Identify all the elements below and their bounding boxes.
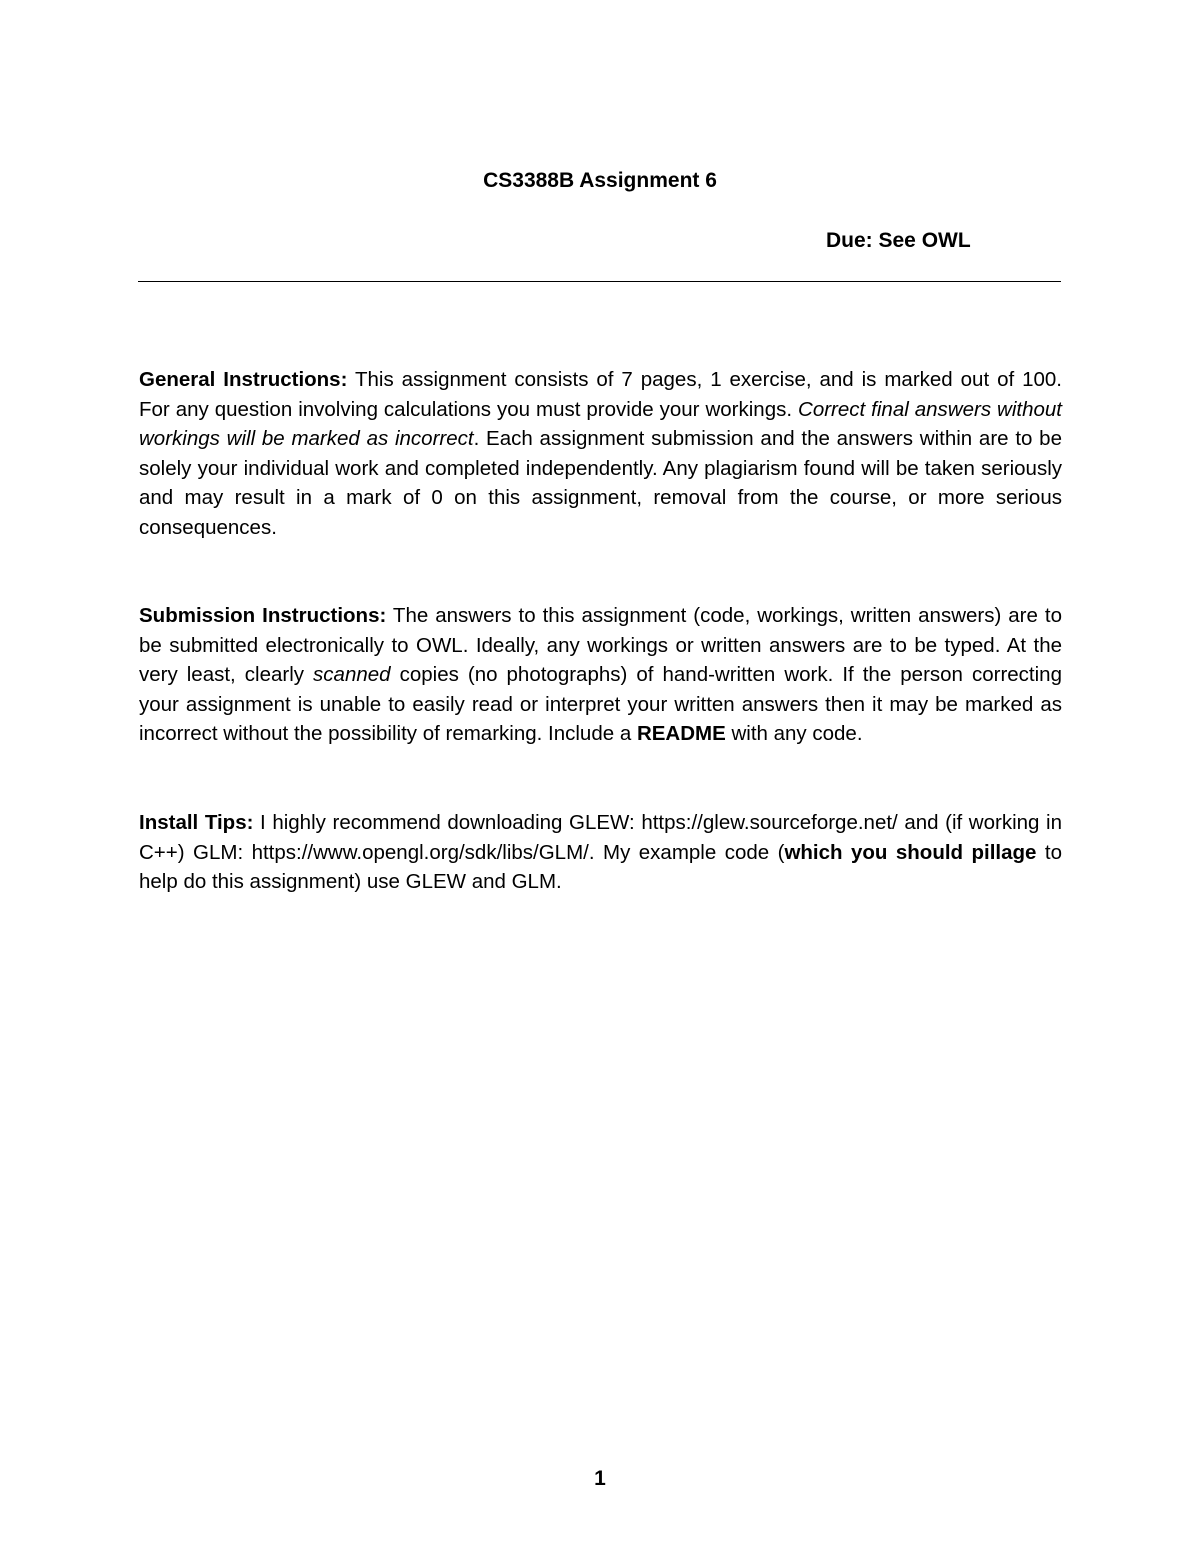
install-tips-text-1: I highly recommend downloading GLEW: https://glew.sourceforge.net/ and (if working in C++) GLM: https://www.opengl.org/sdk/libs/GLM/. My example code ( [139, 811, 1062, 864]
header-divider [138, 281, 1061, 282]
general-instructions-label: General Instructions: [139, 368, 348, 391]
install-tips-emphasis: which you should pillage [784, 840, 1037, 864]
submission-instructions-italic: scanned [313, 663, 391, 687]
submission-instructions-label: Submission Instructions: [139, 604, 387, 627]
general-instructions-italic: Correct final answers without workings will be marked as incorrect [139, 397, 1063, 451]
submission-instructions-paragraph [139, 601, 1062, 749]
install-tips-paragraph [139, 808, 1062, 897]
page-number: 1 [594, 1467, 606, 1490]
readme-emphasis: README [636, 722, 726, 746]
document-title: CS3388B Assignment 6 [483, 169, 717, 192]
install-tips-text-2: to help do this assignment) use GLEW and GLM. [139, 840, 1062, 894]
general-instructions-paragraph [139, 365, 1062, 543]
general-instructions-text-1: This assignment consists of 7 pages, 1 exercise, and is marked out of 100. For any question involving calculations you must provide your workings. [139, 368, 1062, 421]
submission-instructions-text-1: The answers to this assignment (code, workings, written answers) are to be submitted electronically to OWL. Ideally, any workings or written answers are to be typed. At the very least, clearly [139, 604, 1062, 687]
general-instructions-text-2: . Each assignment submission and the answers within are to be solely your individual work and completed independently. Any plagiarism found will be taken seriously and may result in a mark of 0 on this assignment, removal from the course, or more serious consequences. [139, 427, 1062, 539]
submission-instructions-text-2: copies (no photographs) of hand-written work. If the person correcting your assignment is unable to easily read or interpret your written answers then it may be marked as incorrect without the possibility of remarking. Include a [139, 663, 1062, 746]
submission-instructions-text-3: with any code. [725, 722, 863, 746]
install-tips-label: Install Tips: [139, 811, 254, 834]
due-date: Due: See OWL [826, 229, 971, 252]
